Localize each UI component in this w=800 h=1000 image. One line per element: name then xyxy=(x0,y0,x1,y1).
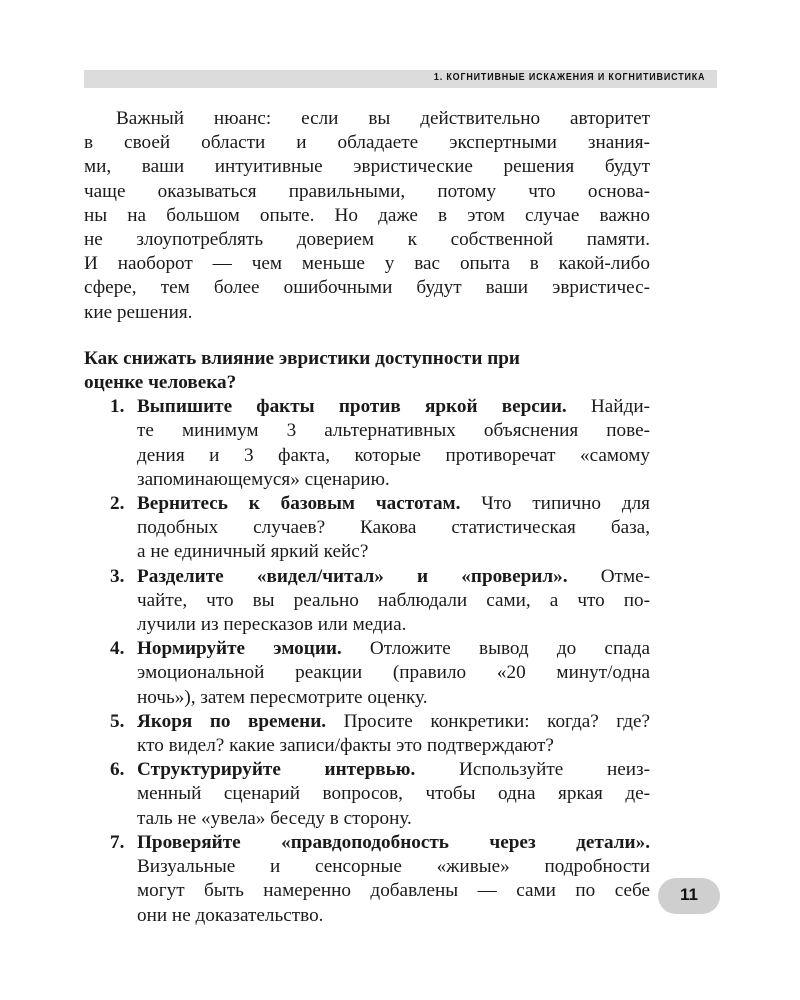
list-item-text: Используйте неиз- xyxy=(415,759,650,781)
paragraph-line: сфере, тем более ошибочными будут ваши эвристичес- xyxy=(84,277,650,299)
list-item-text: Отме- xyxy=(567,565,650,587)
list-item-line xyxy=(137,710,650,734)
list-item-line xyxy=(137,444,650,468)
list-item-text: эмоциональной реакции (правило «20 минут/одна xyxy=(137,662,650,684)
list-item-line xyxy=(137,419,650,443)
list-item-text: дения и 3 факта, которые противоречат «самому xyxy=(137,444,650,466)
list-item-text: они не доказательство. xyxy=(137,904,324,926)
paragraph-line: Важный нюанс: если вы действительно авторитет xyxy=(116,108,650,129)
body-paragraph xyxy=(84,107,650,325)
list-item-line xyxy=(137,637,650,661)
list-item xyxy=(84,395,650,492)
page-number-badge xyxy=(658,878,720,914)
list-item-number: 2. xyxy=(110,493,125,515)
list-item-line xyxy=(137,540,650,564)
list-item-text: чайте, что вы реально наблюдали сами, а что по- xyxy=(137,589,650,611)
section-heading xyxy=(84,347,650,395)
paragraph-line: ны на большом опыте. Но даже в этом случае важно xyxy=(84,204,650,226)
page-content xyxy=(84,107,650,928)
list-item xyxy=(84,710,650,758)
list-item-number: 6. xyxy=(110,759,125,781)
list-item xyxy=(84,831,650,928)
list-item-number: 5. xyxy=(110,710,125,732)
list-item-text: менный сценарий вопросов, чтобы одна яркая де- xyxy=(137,783,650,805)
list-item xyxy=(84,758,650,831)
list-item-text: Найди- xyxy=(566,396,650,418)
list-item-lead: Якоря по времени. xyxy=(137,710,327,732)
list-item-line xyxy=(137,613,650,637)
list-item-line xyxy=(137,879,650,903)
list-item-lead: Структурируйте интервью. xyxy=(137,759,416,781)
paragraph-line: ми, ваши интуитивные эвристические решения будут xyxy=(84,156,650,178)
list-item-line xyxy=(137,734,650,758)
list-item-number: 4. xyxy=(110,638,125,660)
list-item-text: могут быть намеренно добавлены — сами по себе xyxy=(137,880,650,902)
list-item xyxy=(84,492,650,565)
list-item-number: 7. xyxy=(110,831,125,853)
list-item-line xyxy=(137,758,650,782)
list-item-line xyxy=(137,686,650,710)
list-item-line xyxy=(137,492,650,516)
list-item-lead: Нормируйте эмоции. xyxy=(137,638,342,660)
list-item-line xyxy=(137,516,650,540)
list-item-number: 3. xyxy=(110,565,125,587)
list-item-text: запоминающемуся» сценарию. xyxy=(137,468,390,490)
list-item-lead: Выпишите факты против яркой версии. xyxy=(137,396,567,418)
list-item-line xyxy=(137,831,650,855)
heading-line: Как снижать влияние эвристики доступности при xyxy=(84,347,520,369)
page-number: 11 xyxy=(680,885,698,904)
list-item xyxy=(84,637,650,710)
list-item-text: подобных случаев? Какова статистическая база, xyxy=(137,517,650,539)
list-item-line xyxy=(137,661,650,685)
list-item-text: кто видел? какие записи/факты это подтверждают? xyxy=(137,735,554,757)
list-item-line xyxy=(137,395,650,419)
list-item-text: лучили из пересказов или медиа. xyxy=(137,614,407,636)
list-item-text: те минимум 3 альтернативных объяснения пове- xyxy=(137,420,650,442)
paragraph-line: в своей области и обладаете экспертными знания- xyxy=(84,132,650,154)
paragraph-line: чаще оказываться правильными, потому что основа- xyxy=(84,180,650,202)
list-item-lead: Вернитесь к базовым частотам. xyxy=(137,493,461,515)
paragraph-line: И наоборот — чем меньше у вас опыта в какой-либо xyxy=(84,253,650,275)
paragraph-line: не злоупотреблять доверием к собственной памяти. xyxy=(84,229,650,251)
list-item-text: ночь»), затем пересмотрите оценку. xyxy=(137,686,428,708)
list-item-lead: Проверяйте «правдоподобность через детали». xyxy=(137,831,650,853)
list-item-text: таль не «увела» беседу в сторону. xyxy=(137,807,412,829)
list-item-text: Просите конкретики: когда? где? xyxy=(326,710,650,732)
list-item-text: а не единичный яркий кейс? xyxy=(137,541,369,563)
list-item-lead: Разделите «видел/читал» и «проверил». xyxy=(137,565,568,587)
list-item-line xyxy=(137,855,650,879)
tips-list xyxy=(84,395,650,927)
list-item-text: Визуальные и сенсорные «живые» подробности xyxy=(137,856,650,878)
list-item-line xyxy=(137,589,650,613)
running-head-bar xyxy=(84,70,717,88)
list-item-text: Отложите вывод до спада xyxy=(341,638,651,660)
running-head-title: 1. КОГНИТИВНЫЕ ИСКАЖЕНИЯ И КОГНИТИВИСТИКА xyxy=(433,71,705,83)
paragraph-line: кие решения. xyxy=(84,301,193,323)
list-item-line xyxy=(137,565,650,589)
list-item-number: 1. xyxy=(110,396,125,418)
list-item-line xyxy=(137,904,650,928)
list-item-line xyxy=(137,782,650,806)
list-item-text: Что типично для xyxy=(460,493,650,515)
list-item-line xyxy=(137,807,650,831)
list-item-line xyxy=(137,468,650,492)
list-item xyxy=(84,565,650,638)
heading-line: оценке человека? xyxy=(84,372,237,394)
